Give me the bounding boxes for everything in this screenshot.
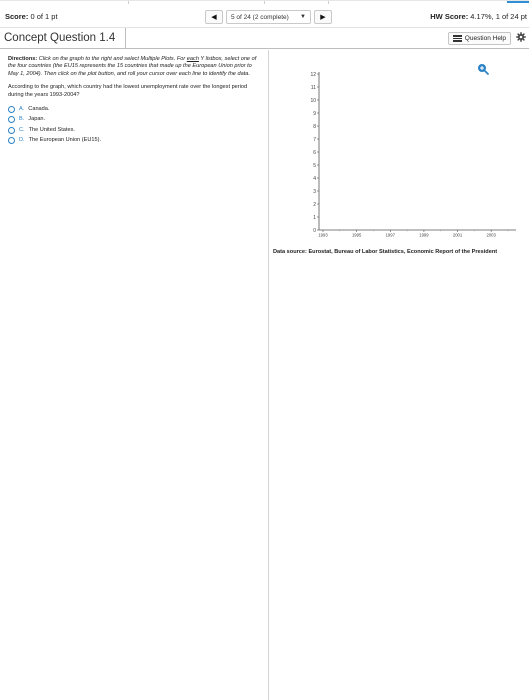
radio-button[interactable]	[8, 106, 15, 113]
x-tick-label: 1999	[419, 232, 429, 238]
arrow-right-icon: ▶	[320, 14, 326, 21]
choice-text: Japan.	[28, 116, 46, 123]
question-pane	[8, 56, 263, 146]
question-select-label: 5 of 24 (2 complete)	[231, 13, 289, 21]
x-tick-label: 1997	[385, 232, 395, 238]
y-tick-label: 3	[313, 188, 316, 195]
choice-text: The European Union (EU15).	[28, 137, 102, 144]
hw-score-value: 4.17%, 1 of 24 pt	[470, 12, 527, 21]
choice-letter: B.	[19, 116, 25, 123]
data-source: Data source: Eurostat, Bureau of Labor Statistics, Economic Report of the President	[273, 249, 498, 255]
radio-button[interactable]	[8, 116, 15, 123]
next-question-button[interactable]	[314, 10, 332, 24]
score	[5, 12, 58, 21]
radio-button[interactable]	[8, 127, 15, 134]
previous-question-button[interactable]	[205, 10, 223, 24]
x-tick-label: 2003	[486, 232, 496, 238]
hw-score	[430, 12, 527, 21]
caret-down-icon: ▼	[300, 14, 306, 20]
ruler-tick	[328, 1, 329, 4]
directions-text-1: Click on the graph to the right and select Multiple Plots. For	[38, 56, 186, 62]
y-tick-label: 2	[313, 201, 316, 208]
y-tick-label: 10	[310, 97, 316, 104]
list-icon	[453, 35, 462, 42]
y-tick-label: 11	[310, 84, 316, 91]
arrow-left-icon: ◀	[211, 14, 217, 21]
radio-button[interactable]	[8, 137, 15, 144]
choice-letter: A.	[19, 105, 25, 112]
score-bar	[0, 8, 529, 26]
y-tick-label: 6	[313, 149, 316, 156]
x-tick-label: 1995	[351, 232, 362, 238]
choice-c[interactable]	[8, 125, 263, 136]
y-tick-label: 12	[310, 71, 316, 78]
directions-text-2: Y listbox, select one of the four countries (the EU15 represents the 15 countries that made up the European Union prior to May 1, 2004). Then click on the plot button, and roll your cursor over each line to identify the data.	[8, 56, 257, 77]
y-tick-label: 4	[313, 175, 316, 182]
ruler-tick	[128, 1, 129, 4]
y-tick-label: 5	[313, 162, 316, 169]
question-help-label: Question Help	[464, 35, 506, 42]
y-tick-label: 8	[313, 123, 316, 130]
choice-letter: D.	[19, 137, 25, 144]
y-tick-label: 1	[313, 214, 316, 221]
unemployment-chart[interactable]	[272, 66, 528, 246]
hw-score-label: HW Score:	[430, 12, 469, 21]
y-tick-label: 7	[313, 136, 316, 143]
pane-divider[interactable]	[268, 50, 269, 700]
choice-letter: C.	[19, 126, 25, 133]
x-tick-label: 2001	[452, 232, 463, 238]
directions-underlined: each	[186, 56, 199, 62]
question-text: According to the graph, which country had the lowest unemployment rate over the longest period during the years 1993-2004?	[8, 84, 248, 98]
title-bar	[0, 27, 529, 49]
choice-a[interactable]	[8, 104, 263, 115]
answer-choices	[8, 104, 263, 146]
question-select[interactable]	[226, 10, 311, 24]
score-label: Score:	[5, 12, 29, 21]
y-tick-label: 9	[313, 110, 316, 117]
choice-b[interactable]	[8, 115, 263, 126]
top-accent-bar	[507, 1, 529, 3]
x-tick-label: 1993	[318, 232, 328, 238]
page-title: Concept Question 1.4	[0, 28, 126, 49]
choice-text: Canada.	[28, 105, 50, 112]
y-tick-label: 0	[313, 227, 316, 234]
score-value: 0 of 1 pt	[30, 12, 58, 21]
directions	[8, 56, 263, 78]
question-navigator	[205, 9, 332, 25]
question-help-button[interactable]	[448, 32, 511, 45]
gear-icon[interactable]	[516, 32, 526, 45]
choice-d[interactable]	[8, 136, 263, 147]
choice-text: The United States.	[28, 126, 75, 133]
top-edge-rule	[0, 0, 529, 4]
ruler-tick	[264, 1, 265, 4]
directions-label: Directions:	[8, 56, 38, 62]
